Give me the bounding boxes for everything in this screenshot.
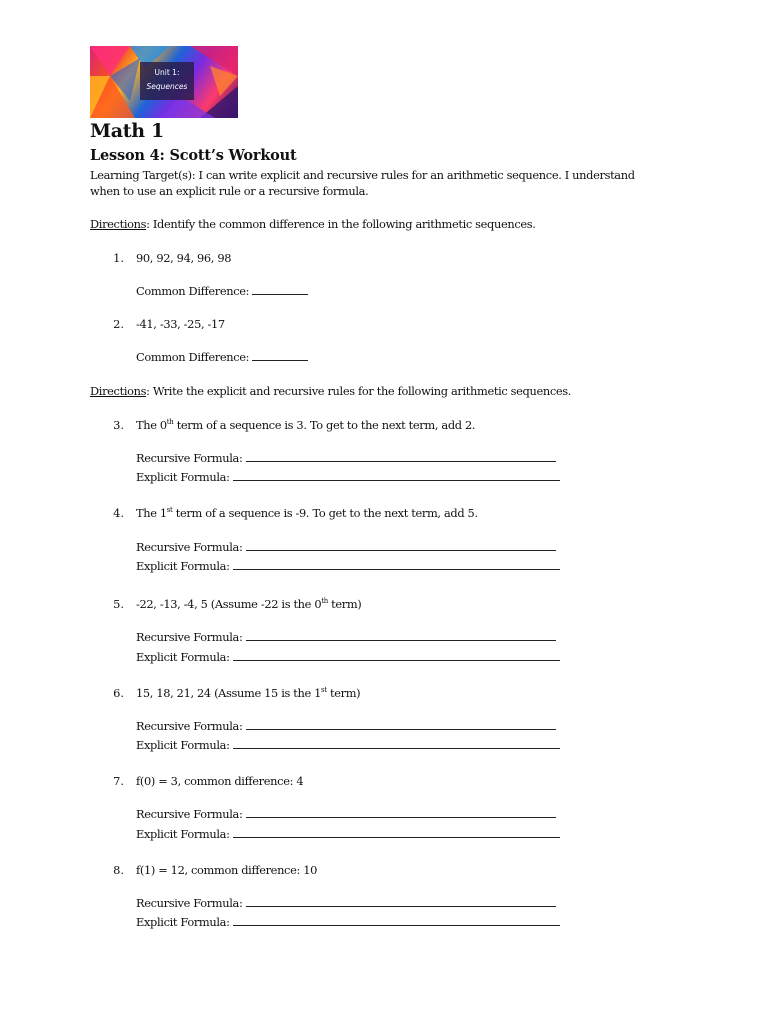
- answer-blank[interactable]: [233, 827, 560, 838]
- directions-2-text: : Write the explicit and recursive rules for the following arithmetic sequences.: [146, 384, 572, 398]
- question-4-sup: st: [166, 506, 173, 515]
- recursive-label: Recursive Formula:: [136, 807, 243, 821]
- directions-2-label: Directions: [90, 384, 147, 398]
- question-5-text: [136, 597, 361, 611]
- question-6-text-post: term): [326, 686, 361, 700]
- explicit-label: Explicit Formula:: [136, 470, 230, 484]
- question-3-number: 3.: [113, 418, 124, 432]
- question-5-sup: th: [321, 597, 328, 606]
- answer-blank[interactable]: [252, 350, 308, 361]
- explicit-label: Explicit Formula:: [136, 915, 230, 929]
- explicit-label: Explicit Formula:: [136, 827, 230, 841]
- question-5-text-pre: -22, -13, -4, 5 (Assume -22 is the 0: [136, 597, 322, 611]
- question-7-number: 7.: [113, 774, 124, 788]
- question-4-explicit: [136, 559, 560, 573]
- question-5-recursive: [136, 630, 556, 644]
- question-6-text: [136, 686, 360, 700]
- learning-target-line-2: when to use an explicit rule or a recursive formula.: [90, 184, 369, 198]
- recursive-label: Recursive Formula:: [136, 630, 243, 644]
- answer-blank[interactable]: [233, 470, 560, 481]
- question-3-text-post: term of a sequence is 3. To get to the next term, add 2.: [173, 418, 476, 432]
- answer-blank[interactable]: [246, 540, 556, 551]
- answer-blank[interactable]: [233, 915, 560, 926]
- answer-blank[interactable]: [252, 284, 308, 295]
- directions-2: [90, 384, 571, 398]
- question-4-text-post: term of a sequence is -9. To get to the next term, add 5.: [172, 506, 478, 520]
- answer-blank[interactable]: [246, 630, 556, 641]
- answer-blank[interactable]: [246, 896, 556, 907]
- lesson-title: Lesson 4: Scott’s Workout: [90, 147, 297, 164]
- question-3-sup: th: [166, 418, 174, 427]
- answer-blank[interactable]: [246, 719, 556, 730]
- question-1-answer: [136, 284, 308, 298]
- question-4-text: [136, 506, 478, 520]
- common-difference-label: Common Difference:: [136, 350, 250, 364]
- question-1-number: 1.: [113, 251, 124, 265]
- answer-blank[interactable]: [233, 650, 560, 661]
- directions-1-text: : Identify the common difference in the following arithmetic sequences.: [146, 217, 536, 231]
- question-2-number: 2.: [113, 317, 124, 331]
- question-5-text-post: term): [327, 597, 362, 611]
- question-5-number: 5.: [113, 597, 124, 611]
- explicit-label: Explicit Formula:: [136, 738, 230, 752]
- learning-target-line-1: Learning Target(s): I can write explicit and recursive rules for an arithmetic sequence. I understand: [90, 168, 635, 182]
- directions-1-label: Directions: [90, 217, 147, 231]
- answer-blank[interactable]: [233, 559, 560, 570]
- question-7-recursive: [136, 807, 556, 821]
- unit-label: [140, 62, 194, 100]
- question-8-number: 8.: [113, 863, 124, 877]
- question-6-explicit: [136, 738, 560, 752]
- question-8-recursive: [136, 896, 556, 910]
- question-6-recursive: [136, 719, 556, 733]
- question-1-text: 90, 92, 94, 96, 98: [136, 251, 232, 265]
- question-2-text: -41, -33, -25, -17: [136, 317, 225, 331]
- question-4-number: 4.: [113, 506, 124, 520]
- question-7-explicit: [136, 827, 560, 841]
- directions-1: [90, 217, 536, 231]
- question-4-text-pre: The 1: [136, 506, 167, 520]
- unit-banner-image: [90, 46, 238, 118]
- recursive-label: Recursive Formula:: [136, 719, 243, 733]
- question-5-explicit: [136, 650, 560, 664]
- answer-blank[interactable]: [233, 738, 560, 749]
- explicit-label: Explicit Formula:: [136, 650, 230, 664]
- question-3-explicit: [136, 470, 560, 484]
- page-title: Math 1: [90, 120, 164, 142]
- explicit-label: Explicit Formula:: [136, 559, 230, 573]
- question-7-text: f(0) = 3, common difference: 4: [136, 774, 304, 788]
- question-3-text: [136, 418, 475, 432]
- question-8-explicit: [136, 915, 560, 929]
- unit-number: Unit 1:: [154, 68, 180, 77]
- question-6-number: 6.: [113, 686, 124, 700]
- unit-topic: Sequences: [146, 82, 188, 91]
- answer-blank[interactable]: [246, 451, 556, 462]
- recursive-label: Recursive Formula:: [136, 540, 243, 554]
- recursive-label: Recursive Formula:: [136, 896, 243, 910]
- question-6-sup: st: [321, 686, 327, 695]
- question-6-text-pre: 15, 18, 21, 24 (Assume 15 is the 1: [136, 686, 322, 700]
- recursive-label: Recursive Formula:: [136, 451, 243, 465]
- question-3-recursive: [136, 451, 556, 465]
- question-4-recursive: [136, 540, 556, 554]
- question-3-text-pre: The 0: [136, 418, 167, 432]
- question-2-answer: [136, 350, 308, 364]
- common-difference-label: Common Difference:: [136, 284, 250, 298]
- answer-blank[interactable]: [246, 807, 556, 818]
- question-8-text: f(1) = 12, common difference: 10: [136, 863, 318, 877]
